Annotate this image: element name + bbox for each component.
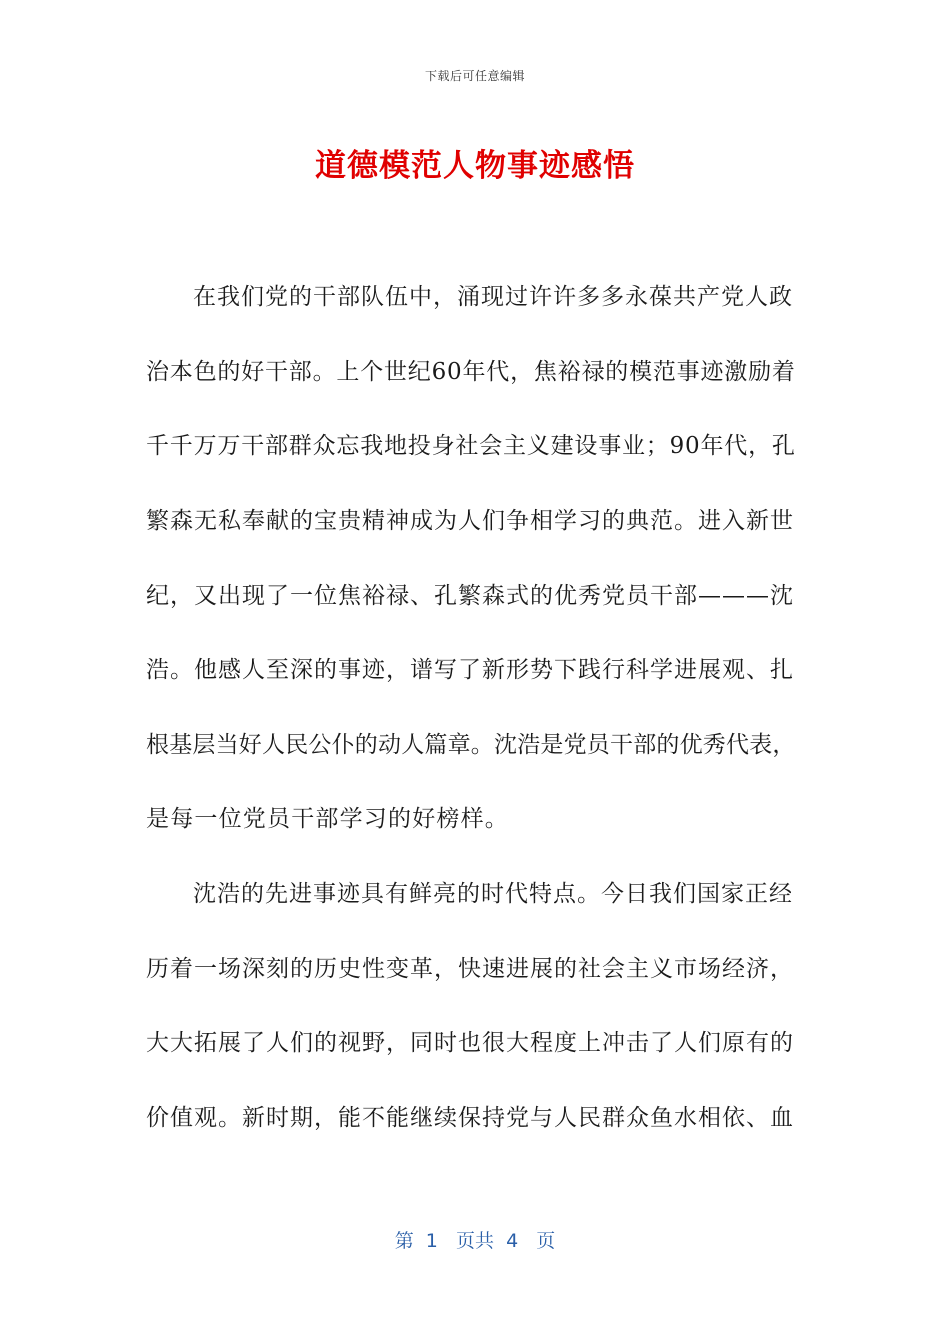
paragraph-line: 沈浩的先进事迹具有鲜亮的时代特点。今日我们国家正经 — [193, 881, 793, 907]
paragraph-line: 根基层当好人民公仆的动人篇章。沈浩是党员干部的优秀代表， — [146, 732, 796, 758]
paragraph-line: 浩。他感人至深的事迹，谱写了新形势下践行科学进展观、扎 — [146, 657, 794, 683]
paragraph-line: 在我们党的干部队伍中，涌现过许许多多永葆共产党人政 — [193, 284, 793, 310]
document-title: 道德模范人物事迹感悟 — [315, 148, 635, 184]
paragraph-line: 是每一位党员干部学习的好榜样。 — [146, 806, 509, 832]
header-note: 下载后可任意编辑 — [424, 69, 525, 83]
paragraph-line: 治本色的好干部。上个世纪60年代，焦裕禄的模范事迹激励着 — [146, 359, 796, 385]
paragraph-line: 历着一场深刻的历史性变革，快速进展的社会主义市场经济， — [146, 956, 794, 982]
paragraph-line: 千千万万干部群众忘我地投身社会主义建设事业；90年代，孔 — [146, 433, 796, 459]
paragraph-line: 纪，又出现了一位焦裕禄、孔繁森式的优秀党员干部———沈 — [146, 583, 794, 609]
paragraph-line: 价值观。新时期，能不能继续保持党与人民群众鱼水相依、血 — [146, 1105, 794, 1131]
paragraph-line: 大大拓展了人们的视野，同时也很大程度上冲击了人们原有的 — [146, 1030, 794, 1056]
paragraph-line: 繁森无私奉献的宝贵精神成为人们争相学习的典范。进入新世 — [146, 508, 794, 534]
page-number-footer: 第 1 页共 4 页 — [394, 1230, 556, 1252]
